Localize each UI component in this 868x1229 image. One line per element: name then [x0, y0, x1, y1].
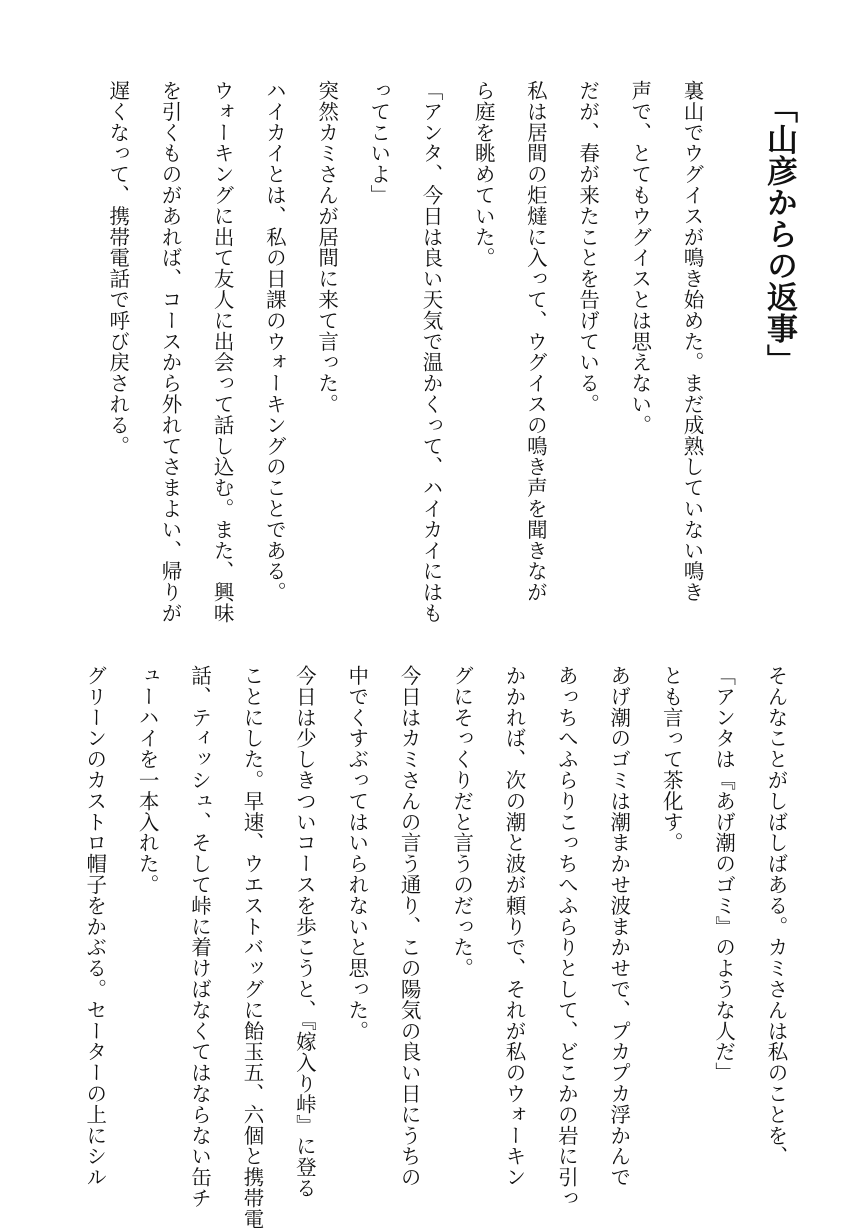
text-column: ことにした。早速、ウエストバッグに飴玉五、六個と携帯電 — [239, 665, 264, 1229]
lower-text-block — [78, 665, 802, 1229]
text-column: 「アンタ、今日は良い天気で温かくって、ハイカイにはも — [418, 80, 443, 624]
text-column: とも言って茶化す。 — [659, 665, 684, 854]
story-title: 「山彦からの返事」 — [761, 92, 797, 376]
text-column: ウォーキングに出て友人に出会って話し込む。また、興味 — [210, 80, 235, 624]
text-column: かかれば、次の潮と波が頼りで、それが私のウォーキン — [501, 665, 526, 1188]
text-column: 今日はカミさんの言う通り、この陽気の良い日にうちの — [397, 665, 422, 1188]
text-column: ハイカイとは、私の日課のウォーキングのことである。 — [262, 80, 287, 603]
text-column: あげ潮のゴミは潮まかせ波まかせで、プカプカ浮かんで — [606, 665, 631, 1188]
text-column: グリーンのカストロ帽子をかぶる。セーターの上にシル — [82, 665, 107, 1188]
text-column: 「アンタは『あげ潮のゴミ』のような人だ」 — [711, 665, 736, 1083]
text-column: を引くものがあれば、コースから外れてさまよい、帰りが — [157, 80, 182, 624]
text-column: そんなことがしばしばある。カミさんは私のことを、 — [764, 665, 788, 1167]
text-column: 私は居間の炬燵に入って、ウグイスの鳴き声を聞きなが — [523, 80, 548, 603]
text-column: 話、ティッシュ、そして峠に着けばなくてはならない缶チ — [187, 665, 212, 1209]
text-column: 中でくすぶってはいられないと思った。 — [344, 665, 369, 1042]
text-column: グにそっくりだと言うのだった。 — [449, 665, 474, 979]
text-column: ら庭を眺めていた。 — [471, 80, 496, 269]
text-column: 裏山でウグイスが鳴き始めた。まだ成熟していない鳴き — [680, 80, 704, 603]
text-column: 声で、とてもウグイスとは思えない。 — [627, 80, 652, 436]
text-column: だが、春が来たことを告げている。 — [575, 80, 600, 415]
upper-text-block — [78, 80, 718, 624]
text-column: ューハイを一本入れた。 — [135, 665, 160, 895]
text-column: 今日は少しきついコースを歩こうと、『嫁入り峠』に登る — [292, 665, 317, 1199]
text-column: ってこいよ」 — [366, 80, 391, 206]
text-column: あっちへふらりこっちへふらりとして、どこかの岩に引っ — [554, 665, 579, 1209]
text-column: 突然カミさんが居間に来て言った。 — [314, 80, 339, 415]
text-column: 遅くなって、携帯電話で呼び戻される。 — [105, 80, 130, 457]
